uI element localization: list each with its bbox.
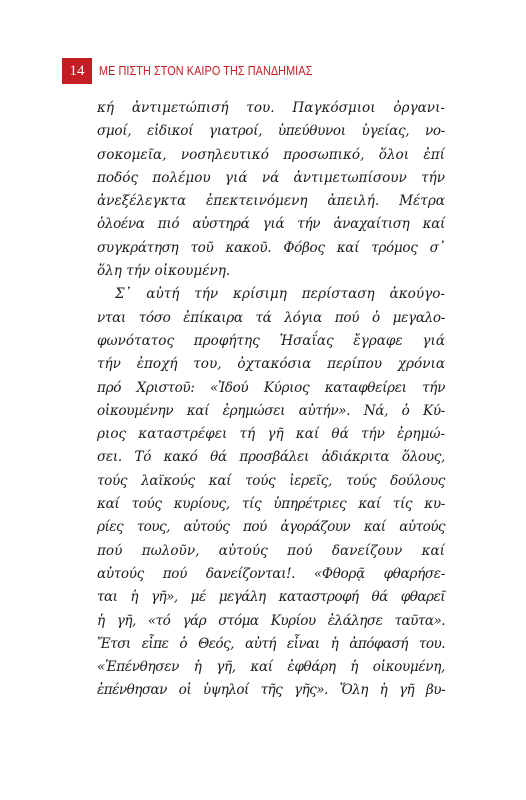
text-line: Σ᾽ αὐτή τήν κρίσιμη περίσταση ἀκούγο- <box>115 286 445 303</box>
text-line: πρό Χριστοῦ: «Ἰδού Κύριος καταφθείρει τήν <box>97 379 445 396</box>
text-line: οἰκουμένην καί ἐρημώσει αὐτήν». Νά, ὁ Κύ- <box>97 402 445 419</box>
text-line: φωνότατος προφήτης Ἠσαΐας ἔγραφε γιά <box>97 332 445 349</box>
running-header <box>62 58 347 84</box>
text-line: σει. Τό κακό θά προσβάλει ἀδιάκριτα ὅλους, <box>97 449 445 466</box>
text-line: ἀνεξέλεγκτα ἐπεκτεινόμενη ἀπειλή. Μέτρα <box>97 193 445 210</box>
text-line: σοκομεῖα, νοσηλευτικό προσωπικό, ὅλοι ἐπί <box>97 146 445 163</box>
text-line: τήν ἐποχή του, ὀχτακόσια περίπου χρόνια <box>97 356 445 373</box>
text-line: πού πωλοῦν, αὐτούς πού δανείζουν καί <box>97 542 445 559</box>
text-line: καί τούς κυρίους, τίς ὑπηρέτριες καί τίς κυ- <box>97 496 445 513</box>
text-line: τούς λαϊκούς καί τούς ἱερεῖς, τούς δούλους <box>97 472 445 489</box>
page-number: 14 <box>62 58 92 84</box>
text-line: ποδός πολέμου γιά νά ἀντιμετωπίσουν τήν <box>97 169 445 186</box>
text-line: ριος καταστρέφει τή γῆ καί θά τήν ἐρημώ- <box>97 426 445 443</box>
paragraph-2 <box>97 283 445 702</box>
text-line: συγκράτηση τοῦ κακοῦ. Φόβος καί τρόμος σ᾽ <box>97 239 445 256</box>
text-line: ται ἡ γῆ», μέ μεγάλη καταστροφή θά φθαρεῖ <box>97 589 445 606</box>
text-line: νται τόσο ἐπίκαιρα τά λόγια πού ὁ μεγαλο- <box>97 309 445 326</box>
text-line: ὅλη τήν οἰκουμένη. <box>97 263 231 280</box>
text-line: ρίες τους, αὐτούς πού ἀγοράζουν καί αὐτούς <box>97 519 445 536</box>
text-line: σμοί, εἰδικοί γιατροί, ὑπεύθυνοι ὑγείας, νο- <box>97 123 445 140</box>
text-line: αὐτούς πού δανείζονται!. «Φθορᾷ φθαρήσε- <box>97 565 445 582</box>
paragraph-1 <box>97 97 445 283</box>
running-title: ΜΕ ΠΙΣΤΗ ΣΤΟΝ ΚΑΙΡΟ ΤΗΣ ΠΑΝΔΗΜΙΑΣ <box>99 64 313 78</box>
text-line: «Ἐπένθησεν ἡ γῆ, καί ἐφθάρη ἡ οἰκουμένη, <box>97 659 445 676</box>
text-line: κή ἀντιμετώπισή του. Παγκόσμιοι ὀργανι- <box>97 100 445 116</box>
text-line: ἐπένθησαν οἱ ὑψηλοί τῆς γῆς». Ὅλη ἡ γῆ βυ- <box>97 682 445 699</box>
body-text <box>97 97 445 703</box>
text-line: ἡ γῆ, «τό γάρ στόμα Κυρίου ἐλάλησε ταῦτα». <box>97 612 445 629</box>
text-line: ὁλοένα πιό αὐστηρά γιά τήν ἀναχαίτιση καί <box>97 216 445 233</box>
text-line: Ἔτσι εἶπε ὁ Θεός, αὐτή εἶναι ἡ ἀπόφασή του. <box>97 635 445 652</box>
